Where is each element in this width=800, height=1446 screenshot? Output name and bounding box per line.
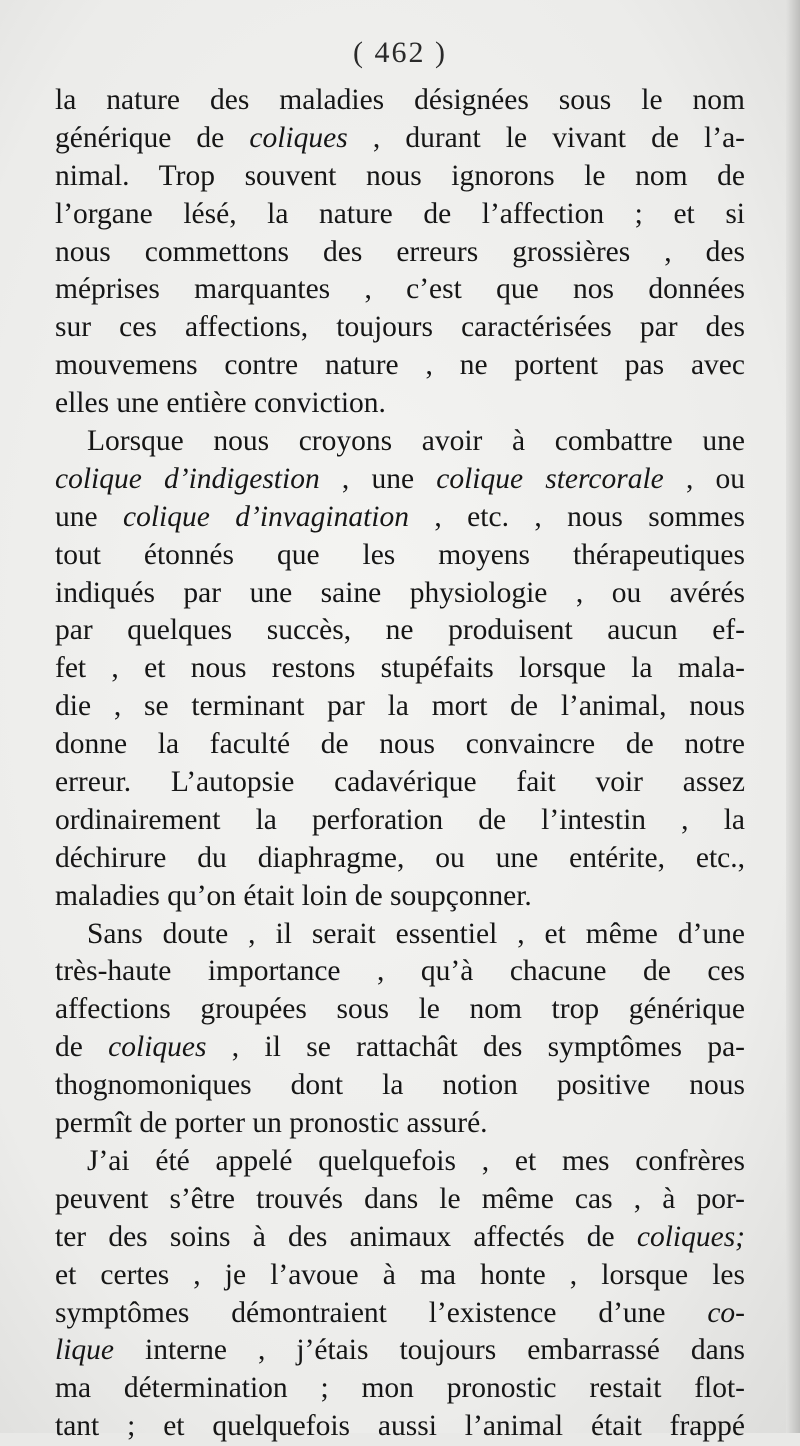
text-line xyxy=(55,840,745,878)
text-run: die , se terminant par la mort de l’animal, nous xyxy=(55,690,745,723)
text-line xyxy=(55,271,745,309)
text-run: ter des soins à des animaux affectés de xyxy=(55,1220,637,1253)
text-run: nimal. Trop souvent nous ignorons le nom de xyxy=(55,159,745,192)
italic-term: coliques; xyxy=(636,1220,745,1253)
text-line xyxy=(55,1067,745,1105)
italic-term: colique stercorale xyxy=(436,462,664,495)
text-run: de xyxy=(55,1031,109,1064)
text-run: J’ai été appelé quelquefois , et mes confrères xyxy=(87,1144,745,1177)
text-line xyxy=(55,1332,745,1370)
italic-term: coliques xyxy=(108,1031,207,1064)
text-run: thognomoniques dont la notion positive nous xyxy=(55,1069,745,1102)
text-line xyxy=(55,347,745,385)
text-run: , durant le vivant de l’a- xyxy=(347,121,745,154)
text-run: symptômes démontraient l’existence d’une xyxy=(55,1296,708,1329)
text-line xyxy=(55,991,745,1029)
text-run: , etc. , nous sommes xyxy=(408,500,746,533)
text-run: méprises marquantes , c’est que nos données xyxy=(55,273,745,306)
text-line xyxy=(55,196,745,234)
text-run: déchirure du diaphragme, ou une entérite, etc., xyxy=(55,841,745,874)
text-run: ma détermination ; mon pronostic restait flot- xyxy=(55,1372,745,1405)
text-line xyxy=(55,82,745,120)
text-line xyxy=(55,953,745,991)
text-run: mouvemens contre nature , ne portent pas avec xyxy=(55,349,745,382)
text-line xyxy=(55,726,745,764)
text-run: la nature des maladies désignées sous le nom xyxy=(55,84,745,116)
text-run: très-haute importance , qu’à chacune de ces xyxy=(55,955,745,988)
text-run: tant ; et quelquefois aussi l’animal était frappé xyxy=(55,1410,745,1443)
page-number: ( 462 ) xyxy=(353,36,447,69)
text-line xyxy=(55,1181,745,1219)
text-line xyxy=(55,878,745,916)
text-run: , ou xyxy=(663,462,746,495)
text-line xyxy=(55,1370,745,1408)
text-line xyxy=(55,1295,745,1333)
text-line xyxy=(55,234,745,272)
text-line xyxy=(55,916,745,954)
text-run: Lorsque nous croyons avoir à combattre une xyxy=(87,425,745,458)
text-run: générique de xyxy=(55,121,250,154)
text-line xyxy=(55,1219,745,1257)
italic-term: co- xyxy=(707,1296,745,1329)
italic-term: lique xyxy=(55,1334,114,1367)
text-run: permît de porter un pronostic assuré. xyxy=(55,1107,488,1140)
text-line xyxy=(55,1105,745,1143)
text-run: elles une entière conviction. xyxy=(55,387,386,420)
text-line xyxy=(55,537,745,575)
text-line xyxy=(55,1029,745,1067)
text-line xyxy=(55,575,745,613)
text-run: maladies qu’on était loin de soupçonner. xyxy=(55,879,532,912)
text-line xyxy=(55,499,745,537)
text-line xyxy=(55,461,745,499)
text-line xyxy=(55,309,745,347)
text-run: donne la faculté de nous convaincre de notre xyxy=(55,728,745,761)
text-run: indiqués par une saine physiologie , ou avérés xyxy=(55,576,745,609)
text-line xyxy=(55,802,745,840)
text-line xyxy=(55,120,745,158)
text-run: ordinairement la perforation de l’intestin , la xyxy=(55,803,745,836)
text-line xyxy=(55,688,745,726)
text-run: peuvent s’être trouvés dans le même cas , à por- xyxy=(55,1182,745,1215)
text-line xyxy=(55,1257,745,1295)
text-run: erreur. L’autopsie cadavérique fait voir assez xyxy=(55,766,745,799)
text-line xyxy=(55,764,745,802)
text-line xyxy=(55,612,745,650)
text-line xyxy=(55,423,745,461)
text-run: , une xyxy=(319,462,437,495)
text-line xyxy=(55,1143,745,1181)
text-run: Sans doute , il serait essentiel , et même d’une xyxy=(87,917,745,950)
text-run: et certes , je l’avoue à ma honte , lorsque les xyxy=(55,1258,745,1291)
italic-term: coliques xyxy=(249,121,348,154)
text-run: l’organe lésé, la nature de l’affection ; et si xyxy=(55,197,745,230)
text-run: , il se rattachât des symptômes pa- xyxy=(206,1031,745,1064)
text-run: interne , j’étais toujours embarrassé dans xyxy=(114,1334,745,1367)
text-run: tout étonnés que les moyens thérapeutiques xyxy=(55,538,745,571)
text-line xyxy=(55,650,745,688)
italic-term: colique d’indigestion xyxy=(55,462,320,495)
text-run: par quelques succès, ne produisent aucun ef- xyxy=(55,614,745,647)
text-run: sur ces affections, toujours caractérisées par des xyxy=(55,311,745,344)
page-edge-shadow xyxy=(786,0,800,1433)
italic-term: colique d’invagination xyxy=(123,500,409,533)
text-line xyxy=(55,158,745,196)
text-run: fet , et nous restons stupéfaits lorsque la mala- xyxy=(55,652,745,685)
text-line xyxy=(55,385,745,423)
text-run: nous commettons des erreurs grossières , des xyxy=(55,235,745,268)
text-run: une xyxy=(55,500,124,533)
body-text xyxy=(55,82,745,1446)
text-run: affections groupées sous le nom trop générique xyxy=(55,993,745,1026)
text-line xyxy=(55,1408,745,1446)
